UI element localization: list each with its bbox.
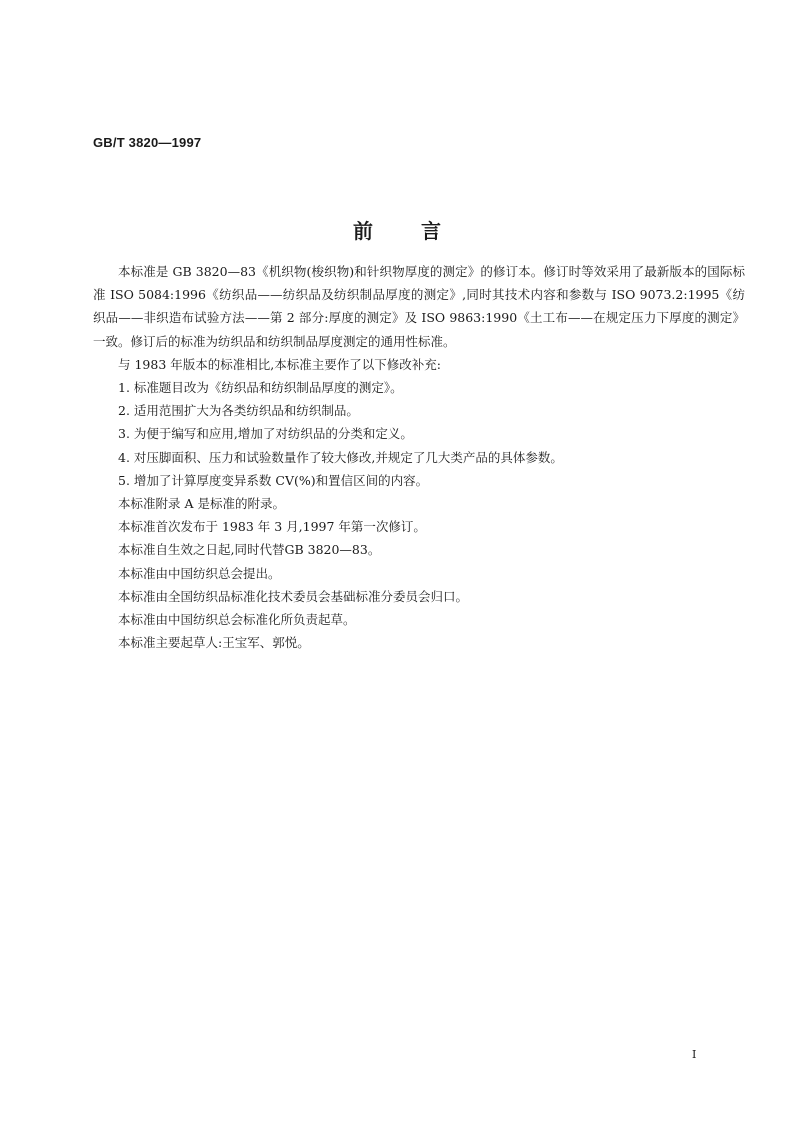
change-item-1: 1. 标准题目改为《纺织品和纺织制品厚度的测定》。 bbox=[118, 380, 403, 396]
page-number: I bbox=[692, 1048, 697, 1061]
change-item-4: 4. 对压脚面积、压力和试验数量作了较大修改,并规定了几大类产品的具体参数。 bbox=[118, 449, 563, 465]
change-item-3: 3. 为便于编写和应用,增加了对纺织品的分类和定义。 bbox=[118, 426, 413, 442]
proposed-by-note: 本标准由中国纺织总会提出。 bbox=[118, 565, 281, 581]
appendix-note: 本标准附录 A 是标准的附录。 bbox=[118, 496, 285, 512]
intro-paragraph: 本标准是 GB 3820—83《机织物(梭织物)和针织物厚度的测定》的修订本。修订时等效采用了最新版本的国际标准 ISO 5084:1996《纺织品——纺织品及纺织制品厚度的测定》,同时其技术内容和参数与 ISO 9073.2:1995《纺织品——非织造布试验方法——第 2 部分:厚度的测定》及 ISO 9863:1990《土工布——在规定压力下厚度的测定》一致。修订后的标准为纺织品和纺织制品厚度测定的通用性标准。 bbox=[93, 264, 745, 349]
standard-code: GB/T 3820—1997 bbox=[93, 135, 202, 150]
drafted-by-note: 本标准由中国纺织总会标准化所负责起草。 bbox=[118, 612, 356, 628]
replaces-note: 本标准自生效之日起,同时代替GB 3820—83。 bbox=[118, 542, 381, 558]
preface-body bbox=[93, 260, 745, 654]
comparison-paragraph: 与 1983 年版本的标准相比,本标准主要作了以下修改补充: bbox=[118, 356, 441, 372]
main-drafters-note: 本标准主要起草人:王宝军、郭悦。 bbox=[118, 635, 310, 651]
centralized-by-note: 本标准由全国纺织品标准化技术委员会基础标准分委员会归口。 bbox=[118, 588, 469, 604]
change-item-2: 2. 适用范围扩大为各类纺织品和纺织制品。 bbox=[118, 403, 359, 419]
first-issue-note: 本标准首次发布于 1983 年 3 月,1997 年第一次修订。 bbox=[118, 519, 426, 535]
page-title: 前言 bbox=[353, 219, 489, 243]
change-item-5: 5. 增加了计算厚度变异系数 CV(%)和置信区间的内容。 bbox=[118, 472, 429, 488]
